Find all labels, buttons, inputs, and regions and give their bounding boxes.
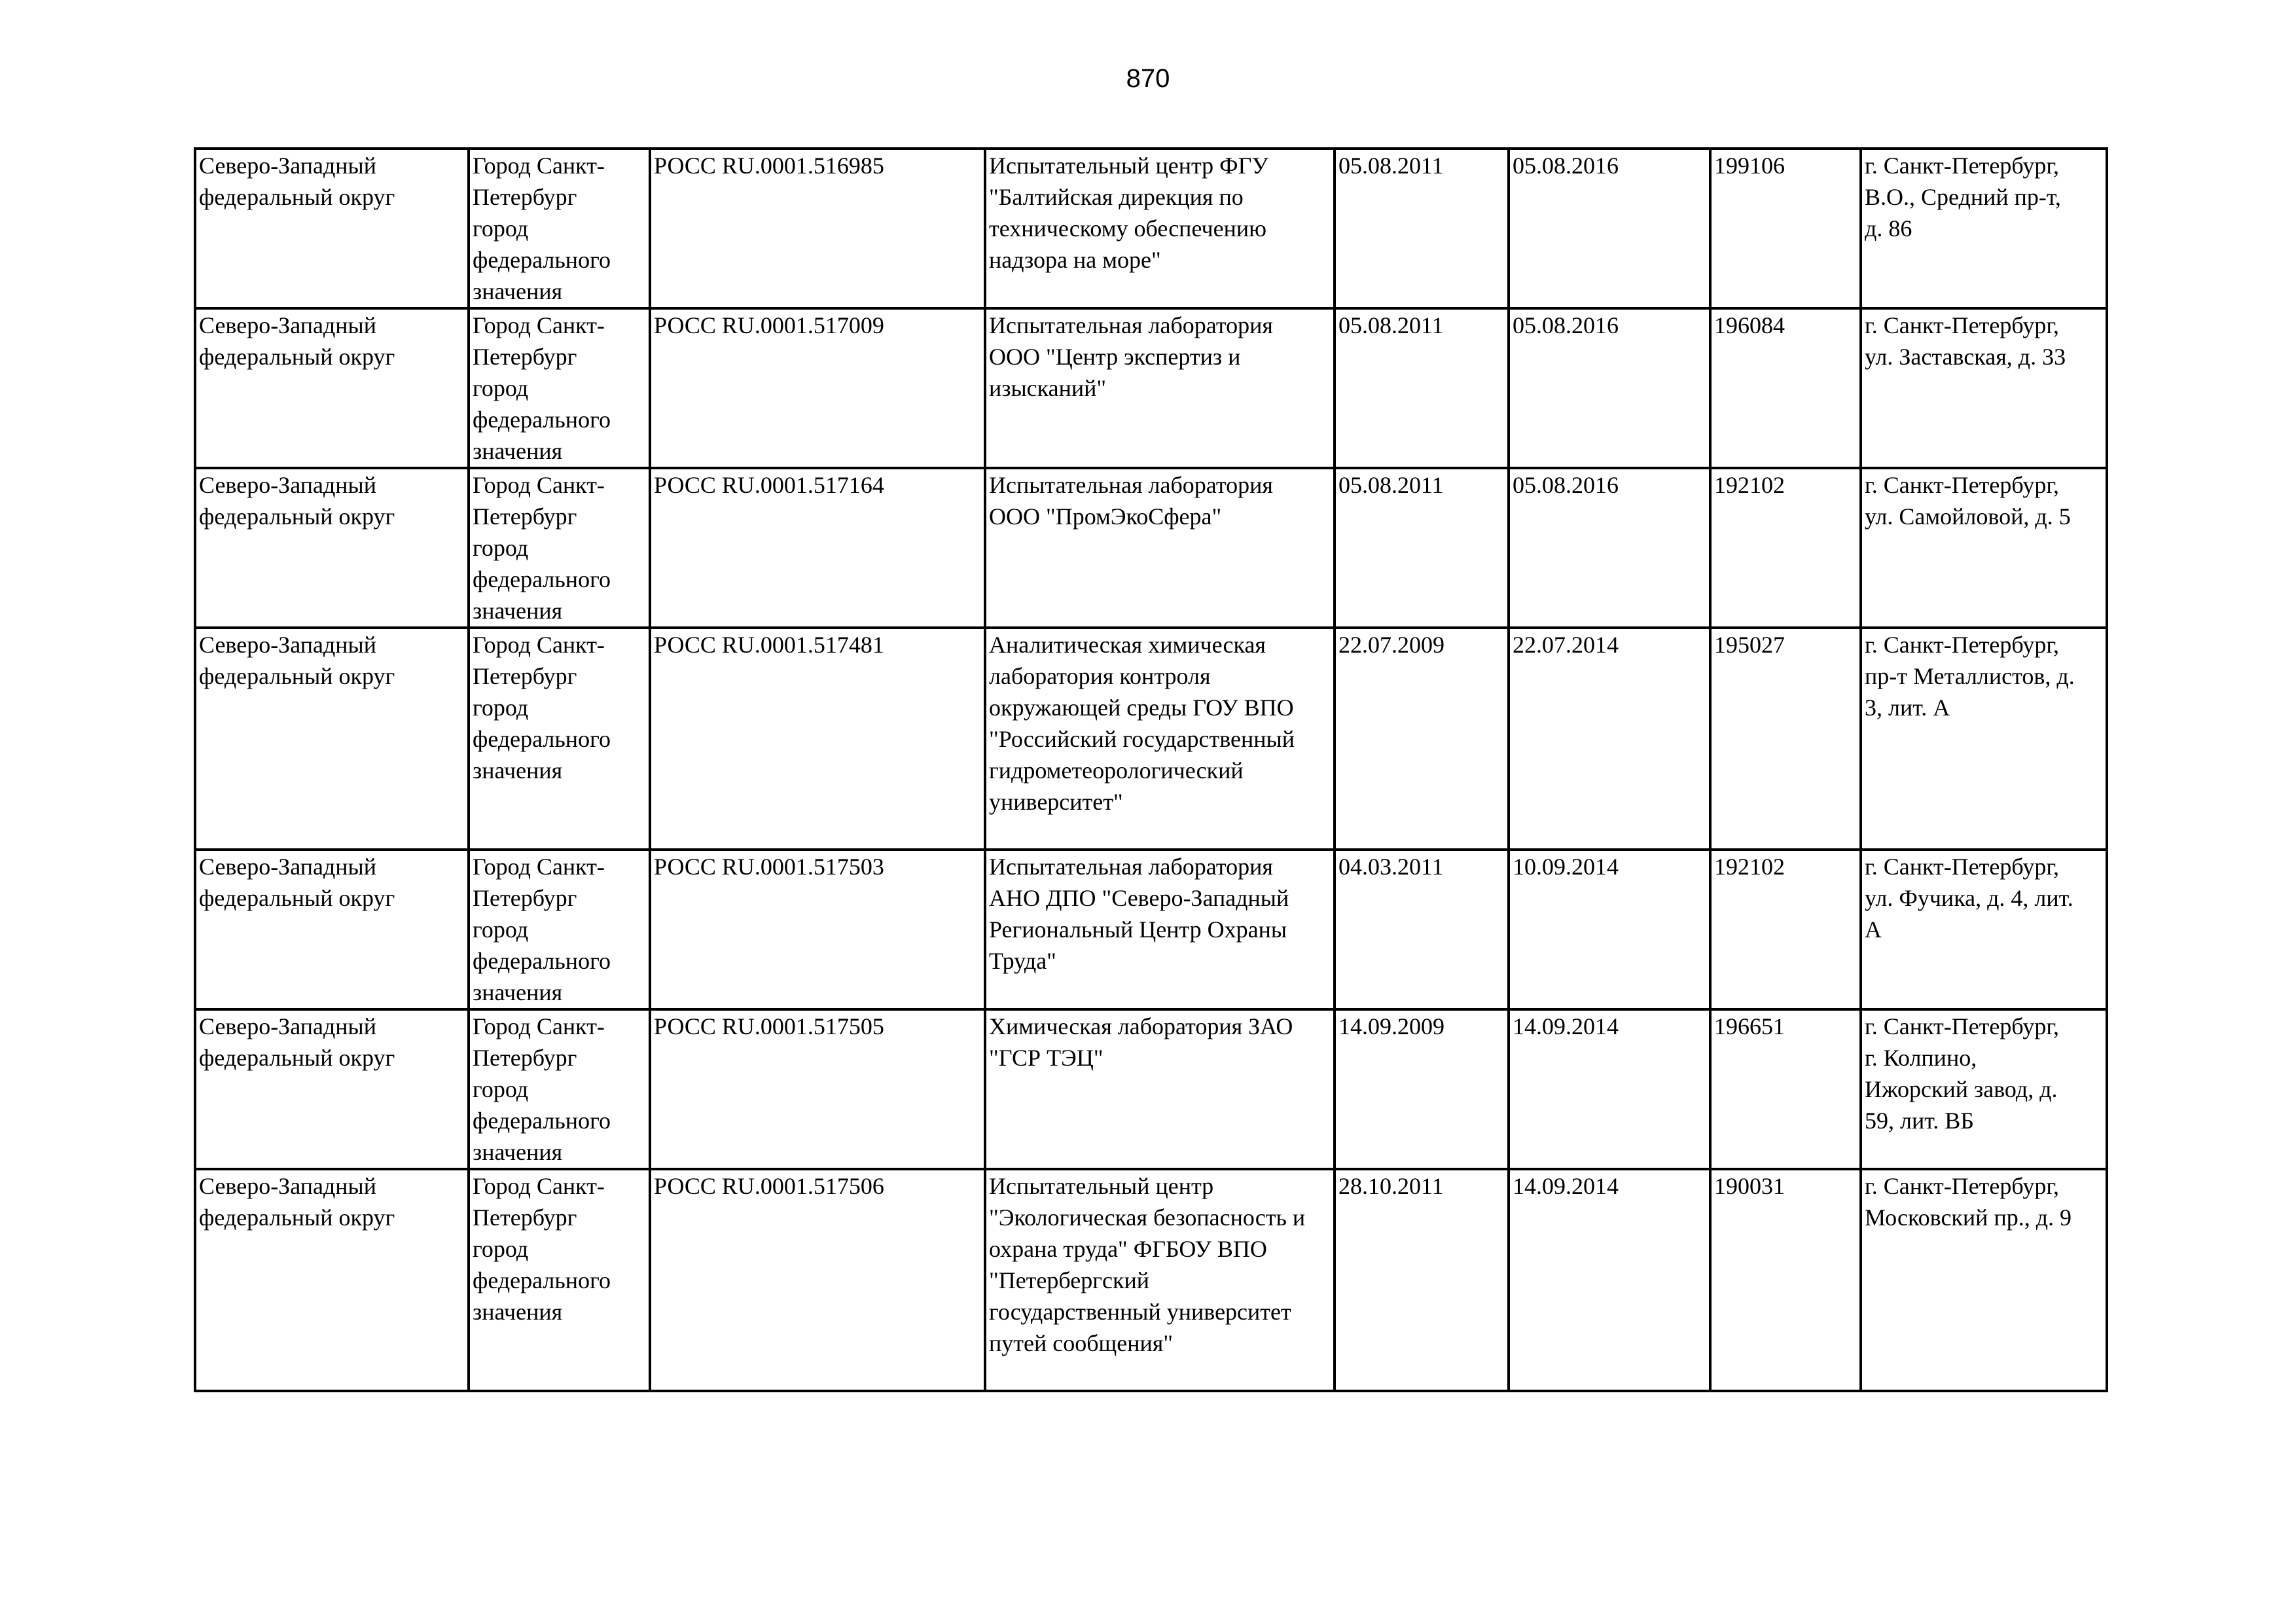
postcode-cell: 199106 bbox=[1710, 149, 1861, 308]
date-issued-cell: 14.09.2009 bbox=[1335, 1009, 1509, 1169]
region-cell: Город Санкт- Петербург город федерального значения bbox=[469, 628, 650, 850]
table-row bbox=[195, 1009, 2107, 1169]
address-cell: г. Санкт-Петербург, г. Колпино, Ижорский завод, д. 59, лит. ВБ bbox=[1861, 1009, 2107, 1169]
date-valid-cell: 10.09.2014 bbox=[1509, 850, 1710, 1009]
region-cell: Город Санкт- Петербург город федерального значения bbox=[469, 850, 650, 1009]
district-cell: Северо-Западный федеральный округ bbox=[195, 308, 469, 468]
registration-number-cell: РОСС RU.0001.517505 bbox=[650, 1009, 985, 1169]
date-issued-cell: 28.10.2011 bbox=[1335, 1169, 1509, 1391]
address-cell: г. Санкт-Петербург, ул. Самойловой, д. 5 bbox=[1861, 468, 2107, 628]
region-cell: Город Санкт- Петербург город федерального значения bbox=[469, 1009, 650, 1169]
organization-cell: Испытательный центр "Экологическая безопасность и охрана труда" ФГБОУ ВПО "Петербергский государственный университет путей сообщения" bbox=[985, 1169, 1335, 1391]
organization-cell: Аналитическая химическая лаборатория контроля окружающей среды ГОУ ВПО "Российский государственный гидрометеорологический университет" bbox=[985, 628, 1335, 850]
table-row bbox=[195, 308, 2107, 468]
address-cell: г. Санкт-Петербург, ул. Заставская, д. 33 bbox=[1861, 308, 2107, 468]
table-row bbox=[195, 628, 2107, 850]
postcode-cell: 195027 bbox=[1710, 628, 1861, 850]
postcode-cell: 196651 bbox=[1710, 1009, 1861, 1169]
date-valid-cell: 05.08.2016 bbox=[1509, 468, 1710, 628]
organization-cell: Испытательная лаборатория АНО ДПО "Северо-Западный Региональный Центр Охраны Труда" bbox=[985, 850, 1335, 1009]
registry-table bbox=[194, 147, 2108, 1392]
date-valid-cell: 14.09.2014 bbox=[1509, 1009, 1710, 1169]
postcode-cell: 196084 bbox=[1710, 308, 1861, 468]
date-issued-cell: 05.08.2011 bbox=[1335, 468, 1509, 628]
postcode-cell: 192102 bbox=[1710, 468, 1861, 628]
address-cell: г. Санкт-Петербург, В.О., Средний пр-т, д. 86 bbox=[1861, 149, 2107, 308]
organization-cell: Испытательный центр ФГУ "Балтийская дирекция по техническому обеспечению надзора на море" bbox=[985, 149, 1335, 308]
table-row bbox=[195, 850, 2107, 1009]
organization-cell: Испытательная лаборатория ООО "Центр экспертиз и изысканий" bbox=[985, 308, 1335, 468]
registration-number-cell: РОСС RU.0001.516985 bbox=[650, 149, 985, 308]
organization-cell: Испытательная лаборатория ООО "ПромЭкоСфера" bbox=[985, 468, 1335, 628]
region-cell: Город Санкт- Петербург город федерального значения bbox=[469, 149, 650, 308]
date-issued-cell: 05.08.2011 bbox=[1335, 149, 1509, 308]
postcode-cell: 192102 bbox=[1710, 850, 1861, 1009]
address-cell: г. Санкт-Петербург, пр-т Металлистов, д. 3, лит. А bbox=[1861, 628, 2107, 850]
postcode-cell: 190031 bbox=[1710, 1169, 1861, 1391]
region-cell: Город Санкт- Петербург город федерального значения bbox=[469, 468, 650, 628]
date-valid-cell: 05.08.2016 bbox=[1509, 308, 1710, 468]
district-cell: Северо-Западный федеральный округ bbox=[195, 628, 469, 850]
registration-number-cell: РОСС RU.0001.517506 bbox=[650, 1169, 985, 1391]
date-issued-cell: 05.08.2011 bbox=[1335, 308, 1509, 468]
district-cell: Северо-Западный федеральный округ bbox=[195, 1009, 469, 1169]
registration-number-cell: РОСС RU.0001.517009 bbox=[650, 308, 985, 468]
address-cell: г. Санкт-Петербург, ул. Фучика, д. 4, лит. А bbox=[1861, 850, 2107, 1009]
district-cell: Северо-Западный федеральный округ bbox=[195, 850, 469, 1009]
table-row bbox=[195, 1169, 2107, 1391]
registration-number-cell: РОСС RU.0001.517503 bbox=[650, 850, 985, 1009]
region-cell: Город Санкт- Петербург город федерального значения bbox=[469, 1169, 650, 1391]
address-cell: г. Санкт-Петербург, Московский пр., д. 9 bbox=[1861, 1169, 2107, 1391]
date-valid-cell: 22.07.2014 bbox=[1509, 628, 1710, 850]
date-issued-cell: 22.07.2009 bbox=[1335, 628, 1509, 850]
table-row bbox=[195, 149, 2107, 308]
page-number: 870 bbox=[1126, 64, 1170, 93]
region-cell: Город Санкт- Петербург город федерального значения bbox=[469, 308, 650, 468]
district-cell: Северо-Западный федеральный округ bbox=[195, 149, 469, 308]
registration-number-cell: РОСС RU.0001.517164 bbox=[650, 468, 985, 628]
district-cell: Северо-Западный федеральный округ bbox=[195, 468, 469, 628]
district-cell: Северо-Западный федеральный округ bbox=[195, 1169, 469, 1391]
date-issued-cell: 04.03.2011 bbox=[1335, 850, 1509, 1009]
organization-cell: Химическая лаборатория ЗАО "ГСР ТЭЦ" bbox=[985, 1009, 1335, 1169]
date-valid-cell: 05.08.2016 bbox=[1509, 149, 1710, 308]
registration-number-cell: РОСС RU.0001.517481 bbox=[650, 628, 985, 850]
date-valid-cell: 14.09.2014 bbox=[1509, 1169, 1710, 1391]
table-row bbox=[195, 468, 2107, 628]
